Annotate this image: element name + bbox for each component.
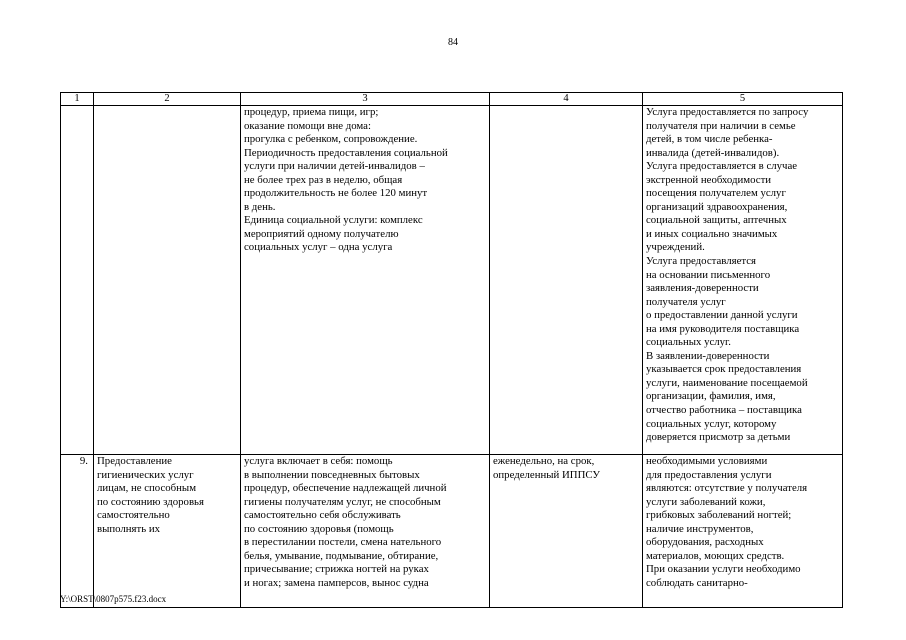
cell-text-line: услуги при наличии детей-инвалидов – [244, 160, 425, 173]
cell-text-line: процедур, приема пищи, игр; [244, 106, 379, 118]
cell-text-line: грибковых заболеваний ногтей; [646, 509, 792, 522]
cell-text-line: Услуга предоставляется [646, 255, 756, 268]
cell-text-line: лицам, не способным [97, 482, 197, 495]
cell-text-line: причесывание; стрижка ногтей на руках [244, 563, 429, 576]
cell-text-line: по состоянию здоровья [97, 495, 204, 508]
table-row-continued [61, 106, 843, 455]
cell-text-line: доверяется присмотр за детьми [646, 431, 791, 444]
cell-text-line: организаций здравоохранения, [646, 200, 788, 213]
cell-text-line: социальных услуг, которому [646, 417, 777, 430]
cell-text-line: на основании письменного [646, 268, 771, 281]
cell-number [61, 455, 94, 608]
cell-text-line: определенный ИППСУ [493, 468, 601, 481]
column-header-5: 5 [643, 93, 843, 106]
cell-text-line: услуга включает в себя: помощь [244, 455, 393, 467]
cell-text-line: в выполнении повседневных бытовых [244, 468, 420, 481]
cell-text-line: учреждений. [646, 241, 705, 254]
cell-text-line: в перестилании постели, смена нательного [244, 536, 442, 549]
cell-number [61, 106, 94, 455]
cell-text-line: белья, умывание, подмывание, обтирание, [244, 549, 439, 562]
services-table [60, 92, 843, 608]
cell-text-line: являются: отсутствие у получателя [646, 482, 808, 495]
cell-text-line: Периодичность предоставления социальной [244, 146, 448, 159]
cell-text-line: Услуга предоставляется в случае [646, 160, 798, 173]
cell-text-line: отчество работника – поставщика [646, 404, 802, 417]
cell-text-line: социальных услуг – одна услуга [244, 241, 393, 254]
cell-text-line: социальных услуг. [646, 336, 731, 349]
cell-text-line: на имя руководителя поставщика [646, 322, 800, 335]
table-header-row [61, 93, 843, 106]
cell-text-line: экстренной необходимости [646, 173, 772, 186]
cell-text-line: услуги заболеваний кожи, [646, 495, 766, 508]
cell-text-line: в день. [244, 200, 276, 213]
cell-text-line: указывается срок предоставления [646, 363, 802, 376]
cell-text-line: и ногах; замена памперсов, вынос судна [244, 576, 429, 589]
page-number: 84 [448, 37, 458, 48]
cell-service-description [241, 106, 490, 455]
cell-text-line: о предоставлении данной услуги [646, 309, 798, 322]
cell-service-name [94, 106, 241, 455]
cell-text-line: и иных социально значимых [646, 227, 778, 240]
cell-text-line: продолжительность не более 120 минут [244, 187, 428, 200]
cell-text-line: оборудования, расходных [646, 536, 764, 549]
cell-service-name [94, 455, 241, 608]
cell-text-line: не более трех раз в неделю, общая [244, 173, 403, 186]
cell-text-line: по состоянию здоровья (помощь [244, 522, 394, 535]
column-header-3: 3 [241, 93, 490, 106]
cell-text-line: оказание помощи вне дома: [244, 119, 371, 132]
cell-service-conditions [643, 455, 843, 608]
cell-service-conditions [643, 106, 843, 455]
cell-text-line: 9. [79, 455, 88, 467]
cell-text-line: В заявлении-доверенности [646, 349, 770, 362]
column-header-4: 4 [490, 93, 643, 106]
cell-text-line: посещения получателем услуг [646, 187, 786, 200]
cell-text-line: наличие инструментов, [646, 522, 754, 535]
cell-text-line: гигиенических услуг [97, 468, 194, 481]
cell-text-line: еженедельно, на срок, [493, 455, 595, 467]
cell-text-line: детей, в том числе ребенка- [646, 133, 773, 146]
cell-text-line: прогулка с ребенком, сопровождение. [244, 133, 418, 146]
cell-text-line: процедур, обеспечение надлежащей личной [244, 482, 447, 495]
cell-text-line: гигиены получателям услуг, не способным [244, 495, 441, 508]
footer-file-path: Y:\ORST\0807p575.f23.docx [60, 594, 167, 604]
cell-text-line: заявления-доверенности [646, 282, 759, 295]
cell-text-line: соблюдать санитарно- [646, 576, 748, 589]
cell-text-line: социальной защиты, аптечных [646, 214, 787, 227]
cell-text-line: самостоятельно себя обслуживать [244, 509, 401, 522]
cell-service-frequency [490, 455, 643, 608]
cell-text-line: мероприятий одному получателю [244, 227, 399, 240]
cell-text-line: инвалида (детей-инвалидов). [646, 146, 780, 159]
cell-service-description [241, 455, 490, 608]
cell-text-line: самостоятельно [97, 509, 170, 522]
cell-text-line: Предоставление [97, 455, 172, 467]
cell-text-line: необходимыми условиями [646, 455, 768, 467]
cell-text-line: Услуга предоставляется по запросу [646, 106, 809, 118]
cell-text-line: выполнять их [97, 522, 161, 535]
cell-text-line: получателя при наличии в семье [646, 119, 796, 132]
cell-text-line: материалов, моющих средств. [646, 549, 785, 562]
column-header-2: 2 [94, 93, 241, 106]
column-header-1: 1 [61, 93, 94, 106]
cell-text-line: Единица социальной услуги: комплекс [244, 214, 423, 227]
cell-text-line: получателя услуг [646, 295, 726, 308]
cell-service-frequency [490, 106, 643, 455]
table-row-9 [61, 455, 843, 608]
cell-text-line: услуги, наименование посещаемой [646, 376, 808, 389]
cell-text-line: организации, фамилия, имя, [646, 390, 776, 403]
cell-text-line: для предоставления услуги [646, 468, 772, 481]
cell-text-line: При оказании услуги необходимо [646, 563, 801, 576]
